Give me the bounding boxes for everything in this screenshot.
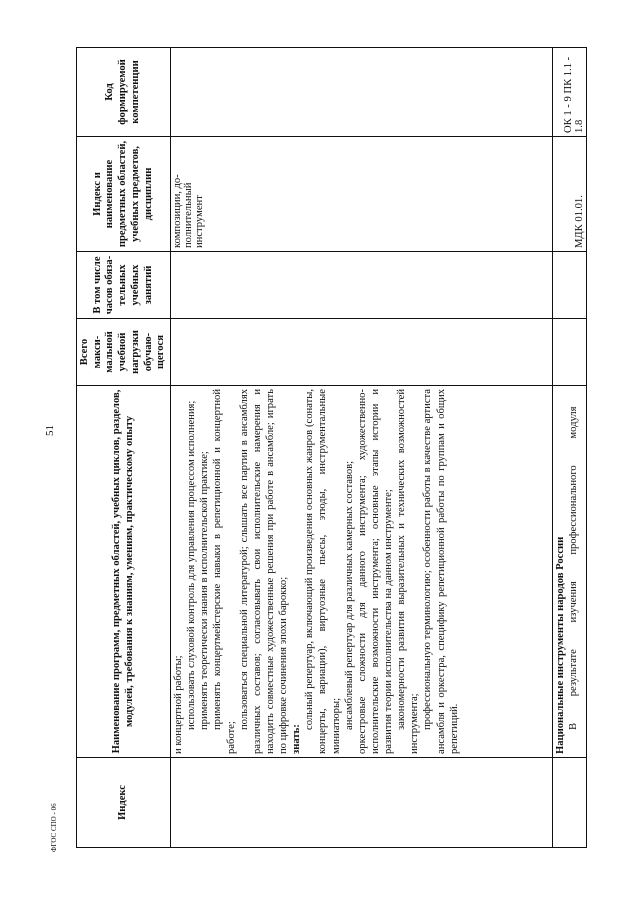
cell-subject: композиции, до-полнительный инструмент (171, 137, 553, 252)
know-heading: знать: (291, 724, 303, 754)
cell-mandatory (553, 252, 587, 319)
text-line: закономерности развития выразительных и технических возможностей инструмента; (396, 389, 421, 754)
page-footer: ФГОС СПО - 06 (50, 803, 58, 852)
module-text: В результате изучения профессионального модуля (568, 406, 580, 730)
table-row (171, 48, 553, 848)
header-row (77, 48, 171, 848)
text-line: использовать слуховой контроль для управления процессом исполнения; (186, 400, 198, 730)
cell-max-load (553, 319, 587, 386)
header-name: Наименование программ, предметных областей, учебных циклов, разделов, модулей, требования к знаниям, умениям, практическому опыту (77, 386, 171, 758)
text-line: оркестровые сложности для данного инструмента; художественно-исполнительские возможности инструмента; основные этапы истории и развития теории исполнительства на данном инструменте; (356, 389, 394, 754)
cell-competence: ОК 1 - 9 ПК 1.1 - 1.8 (553, 48, 587, 137)
cell-competence (171, 48, 553, 137)
module-title: Национальные инструменты народов России (555, 536, 566, 754)
header-mandatory-hours: В том числе часов обяза-тельных учебных занятий (77, 252, 171, 319)
text-line: профессиональную терминологию; особенности работы в качестве артиста ансамбля и оркестра, специфику репетиционной работы по группам и общих репетиций. (422, 389, 460, 754)
cell-mandatory (171, 252, 553, 319)
header-competence: Код формируемой компетенции (77, 48, 171, 137)
header-max-load: Всего макси-мальной учебной нагрузки обучаю-щегося (77, 319, 171, 386)
header-subject: Индекс и наименование предметных областей, учебных предметов, дисциплин (77, 137, 171, 252)
cell-subject: МДК 01.01. (553, 137, 587, 252)
text-line: и концертной работы; (173, 655, 184, 754)
text-line: применять концертмейстерские навыки в репетиционной и концертной работе; (212, 389, 237, 754)
rotated-table-container (76, 48, 596, 848)
header-index: Индекс (77, 758, 171, 848)
cell-max-load (171, 319, 553, 386)
cell-description (171, 386, 553, 758)
text-line: пользоваться специальной литературой; слышать все партии в ансамблях различных составов; согласовывать свои исполнительские намерения и находить совместные художественные решения при работе в ансамбле; играть по цифровке сочинения эпохи барокко; (238, 389, 289, 754)
cell-index (171, 758, 553, 848)
text-line: ансамблевый репертуар для различных камерных составов; (343, 460, 355, 730)
table-row (553, 48, 587, 848)
text-line: применять теоретически знания в исполнительской практике; (199, 451, 211, 730)
cell-description (553, 386, 587, 758)
curriculum-table (76, 47, 587, 848)
text-line: сольный репертуар, включающий произведения основных жанров (сонаты, концерты, вариации), виртуозные пьесы, этюды, инструментальные миниатюры; (304, 389, 342, 754)
page-number: 51 (44, 425, 56, 436)
cell-index (553, 758, 587, 848)
